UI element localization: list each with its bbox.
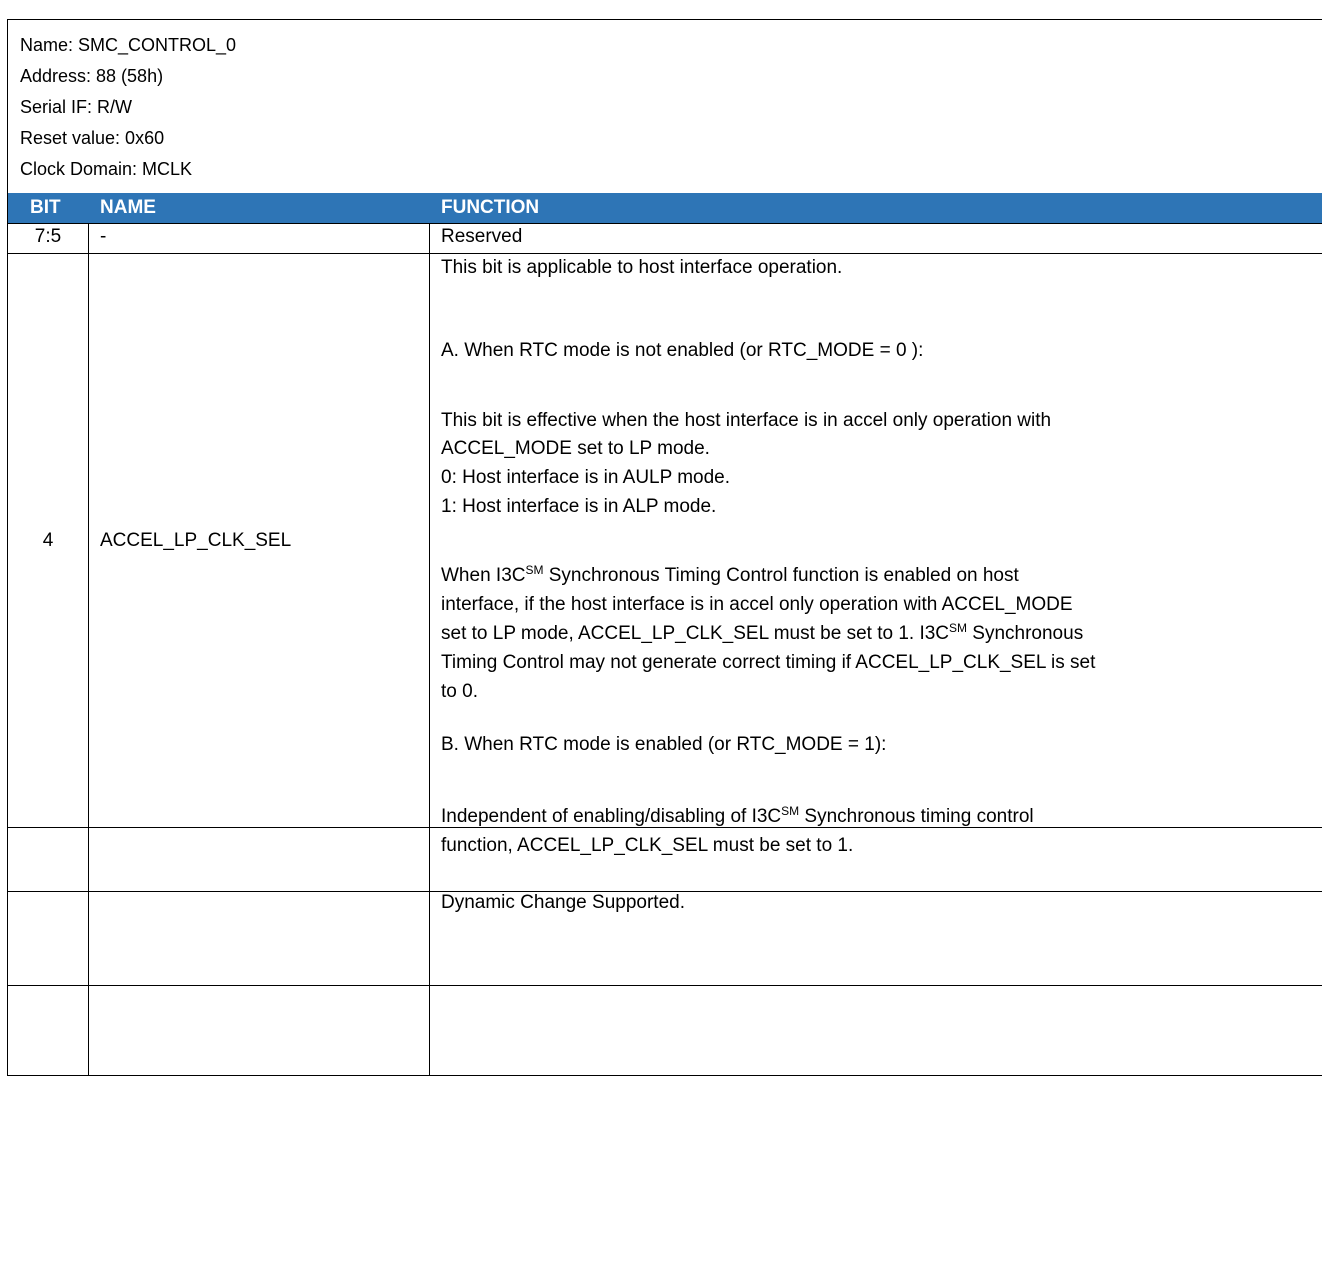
row-function-line: 0: Host interface is in AULP mode. <box>441 467 731 488</box>
register-reset-value: Reset value: 0x60 <box>20 128 165 148</box>
column-divider <box>88 223 89 1075</box>
row-bit: 4 <box>42 530 54 551</box>
row-function-line <box>441 563 1019 589</box>
column-header-bit: BIT <box>30 197 61 218</box>
row-function-line: This bit is applicable to host interface operation. <box>441 257 843 278</box>
text-segment: Synchronous <box>967 623 1084 644</box>
row-function-line: ACCEL_MODE set to LP mode. <box>441 438 710 459</box>
row-function-line: Timing Control may not generate correct timing if ACCEL_LP_CLK_SEL is set <box>441 652 1096 673</box>
register-clock-domain: Clock Domain: MCLK <box>20 159 193 179</box>
column-header-name: NAME <box>100 197 156 218</box>
text-segment: Synchronous timing control <box>799 806 1034 827</box>
register-header <box>8 20 1322 193</box>
row-divider <box>8 985 1322 986</box>
row-divider <box>8 223 1322 224</box>
row-bit: 7:5 <box>34 226 62 247</box>
service-mark: SM <box>781 804 800 818</box>
row-function-line: 1: Host interface is in ALP mode. <box>441 496 717 517</box>
column-divider <box>429 223 430 1075</box>
register-table <box>7 19 1322 1076</box>
row-name: - <box>100 226 107 247</box>
register-name: Name: SMC_CONTROL_0 <box>20 35 237 55</box>
register-serial-if: Serial IF: R/W <box>20 97 133 117</box>
text-segment: Synchronous Timing Control function is enabled on host <box>543 565 1019 586</box>
row-function-line: B. When RTC mode is enabled (or RTC_MODE = 1): <box>441 734 887 755</box>
row-function: Reserved <box>441 226 523 247</box>
row-function-line: This bit is effective when the host interface is in accel only operation with <box>441 410 1052 431</box>
column-header-function: FUNCTION <box>441 197 540 218</box>
row-function-line: interface, if the host interface is in accel only operation with ACCEL_MODE <box>441 594 1073 615</box>
row-function-line <box>441 621 1083 647</box>
row-function-line: Dynamic Change Supported. <box>441 892 685 913</box>
row-function-line: function, ACCEL_LP_CLK_SEL must be set to 1. <box>441 835 854 856</box>
row-function-line <box>441 804 1034 830</box>
text-segment: set to LP mode, ACCEL_LP_CLK_SEL must be set to 1. I3C <box>441 623 950 644</box>
row-function-line: to 0. <box>441 681 478 702</box>
service-mark: SM <box>525 563 544 577</box>
column-header-row <box>8 193 1322 223</box>
row-function-line: A. When RTC mode is not enabled (or RTC_MODE = 0 ): <box>441 340 924 361</box>
register-address: Address: 88 (58h) <box>20 66 164 86</box>
row-divider <box>8 253 1322 254</box>
text-segment: When I3C <box>441 565 526 586</box>
text-segment: Independent of enabling/disabling of I3C <box>441 806 782 827</box>
service-mark: SM <box>949 621 968 635</box>
row-name: ACCEL_LP_CLK_SEL <box>100 530 292 551</box>
